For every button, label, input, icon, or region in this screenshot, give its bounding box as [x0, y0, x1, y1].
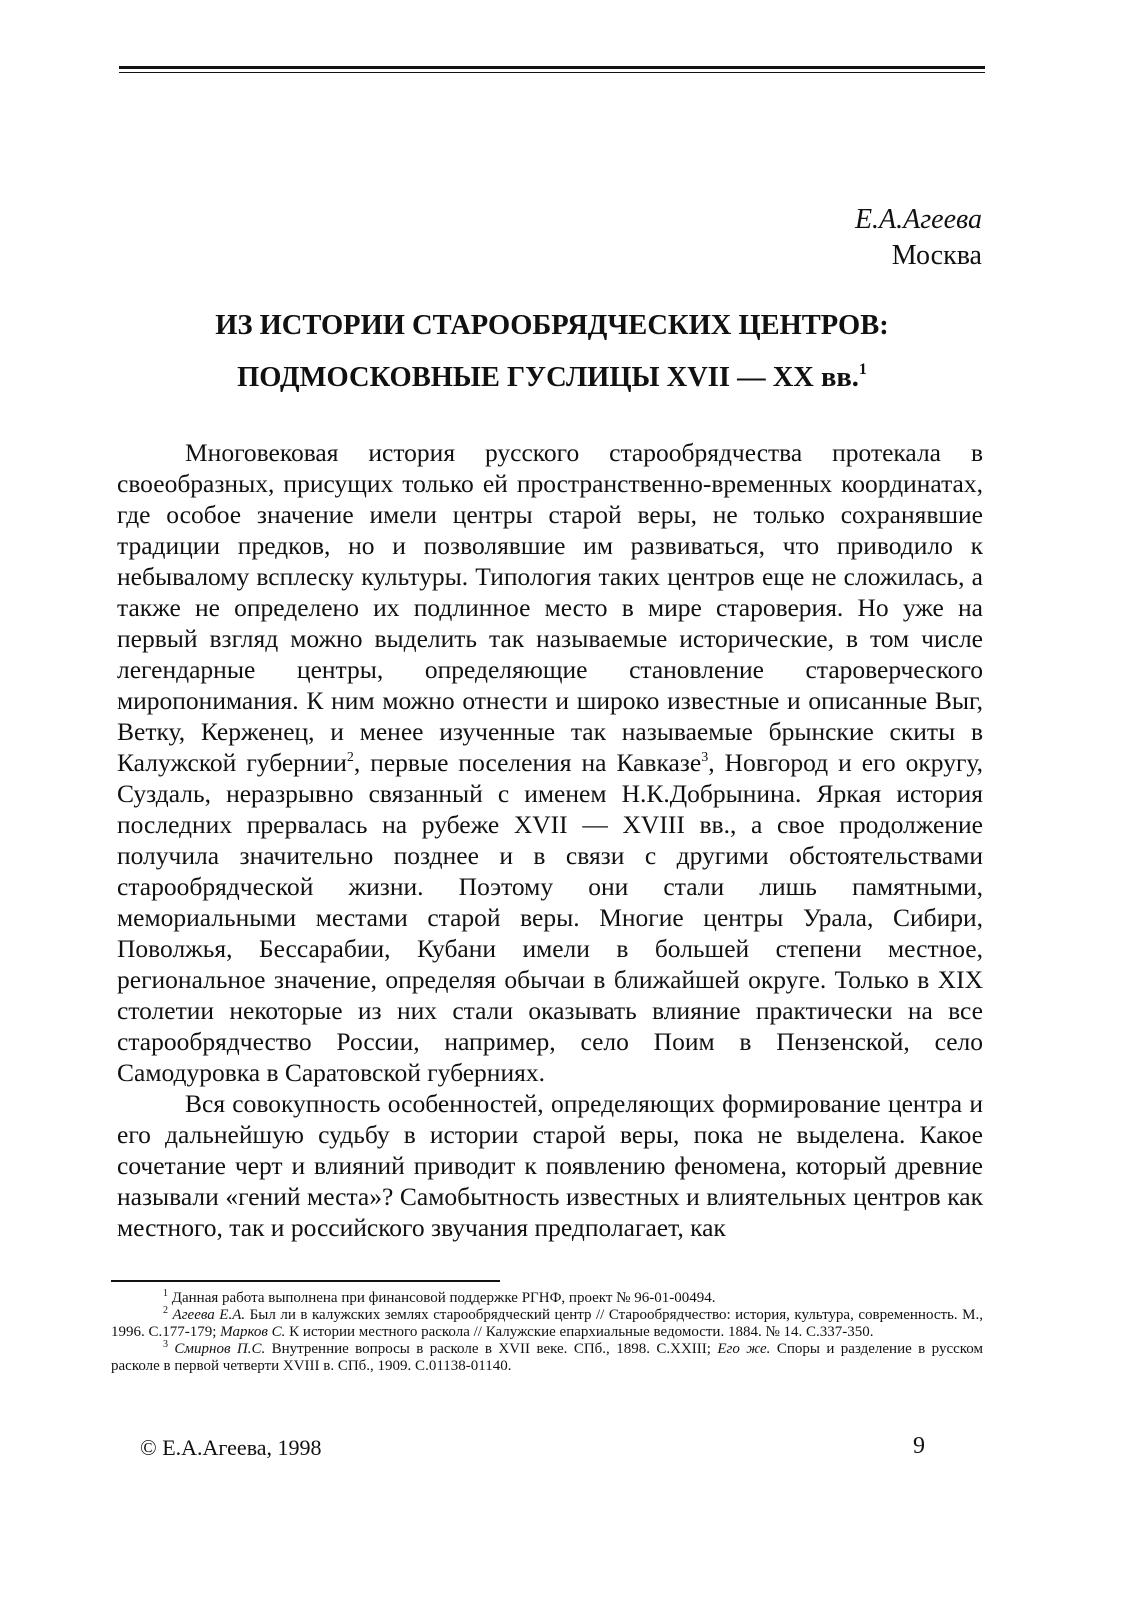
footnote-rule — [111, 1280, 500, 1282]
footnote-3-text-b: Споры и разделение в русском расколе в первой четверти XVIII в. СПб., 1909. С.01138-01140. — [111, 1341, 984, 1374]
title-line-2-text: ПОДМОСКОВНЫЕ ГУСЛИЦЫ XVII — XX вв. — [237, 362, 859, 393]
footnote-3-mark: 3 — [163, 1339, 168, 1350]
footnote-2-text-b: К истории местного раскола // Калужские епархиальные ведомости. 1884. № 14. С.337-350. — [285, 1324, 874, 1340]
paragraph-1-part-3: , Новгород и его округу, Суздаль, неразрывно связанный с именем Н.К.Добрынина. Яркая история последних прервалась на рубеже XVII — XVIII вв., а свое продолжение получила значительно позднее и в связи с другими обстоятельствами старообрядческой жизни. Поэтому они стали лишь памятными, мемориальными местами старой веры. Многие центры Урала, Сибири, Поволжья, Бессарабии, Кубани имели в большей степени местное, региональное значение, определяя обычаи в ближайшей округе. Только в XIX столетии некоторые из них стали оказывать влияние практически на все старообрядчество России, например, село Поим в Пензенской, село Самодуровка в Саратовской губерниях. — [117, 748, 983, 1087]
page-number: 9 — [913, 1433, 925, 1459]
footnote-3 — [111, 1341, 983, 1375]
paragraph-2: Вся совокупность особенностей, определяющих формирование центра и его дальнейшую судьбу в истории старой веры, пока не выделена. Какое сочетание черт и влияний приводит к появлению феномена, который древние называли «гений места»? Самобытность известных и влиятельных центров как местного, так и российского звучания предполагает, как — [117, 1089, 983, 1242]
footnote-ref-3[interactable]: 3 — [701, 750, 709, 765]
footnotes — [111, 1290, 983, 1375]
footnote-1-text: Данная работа выполнена при финансовой поддержке РГНФ, проект № 96-01-00494. — [171, 1290, 716, 1306]
author-city: Москва — [891, 240, 982, 271]
footnote-ref-2[interactable]: 2 — [346, 750, 354, 765]
paragraph-1 — [117, 437, 983, 1088]
title-line-2 — [119, 352, 985, 404]
footnote-2-text-a: Был ли в калужских землях старообрядческий центр // Старообрядчество: история, культура, современность. М., 1996. С.177-179; — [111, 1307, 983, 1340]
footnote-1 — [111, 1290, 983, 1307]
footnote-1-mark: 1 — [163, 1288, 168, 1299]
paragraph-1-part-2: , первые поселения на Кавказе — [353, 748, 702, 777]
paragraph-1-part-1: Многовековая история русского старообрядчества протекала в своеобразных, присущих только ей пространственно-временных координатах, где особое значение имели центры старой веры, не только сохранявшие традиции предков, но и позволявшие им развиваться, что приводило к небывалому всплеску культуры. Типология таких центров еще не сложилась, а также не определено их подлинное место в мире староверия. Но уже на первый взгляд можно выделить так называемые исторические, в том числе легендарные центры, определяющие становление староверческого миропонимания. К ним можно отнести и широко известные и описанные Выг, Ветку, Керженец, и менее изученные так называемые брынские скиты в Калужской губернии — [117, 438, 983, 777]
footnote-2-author-2: Марков С. — [220, 1324, 286, 1340]
article-title — [119, 300, 985, 404]
footnote-2-author: Агеева Е.А. — [172, 1307, 246, 1323]
author-block — [855, 202, 982, 274]
title-line-1: ИЗ ИСТОРИИ СТАРООБРЯДЧЕСКИХ ЦЕНТРОВ: — [215, 310, 889, 341]
header-rule — [119, 66, 985, 73]
footnote-2 — [111, 1307, 983, 1341]
title-footnote-mark[interactable]: 1 — [858, 361, 867, 378]
footnote-2-mark: 2 — [163, 1305, 168, 1316]
copyright-notice: © Е.А.Агеева, 1998 — [140, 1435, 322, 1460]
footnote-3-author: Смирнов П.С. — [174, 1341, 266, 1357]
author-name: Е.А.Агеева — [854, 204, 982, 235]
footnote-3-author-2: Его же. — [717, 1341, 771, 1357]
footnote-3-text-a: Внутренние вопросы в расколе в XVII веке. СПб., 1898. С.XXIII; — [265, 1341, 718, 1357]
article-body — [117, 437, 983, 1243]
